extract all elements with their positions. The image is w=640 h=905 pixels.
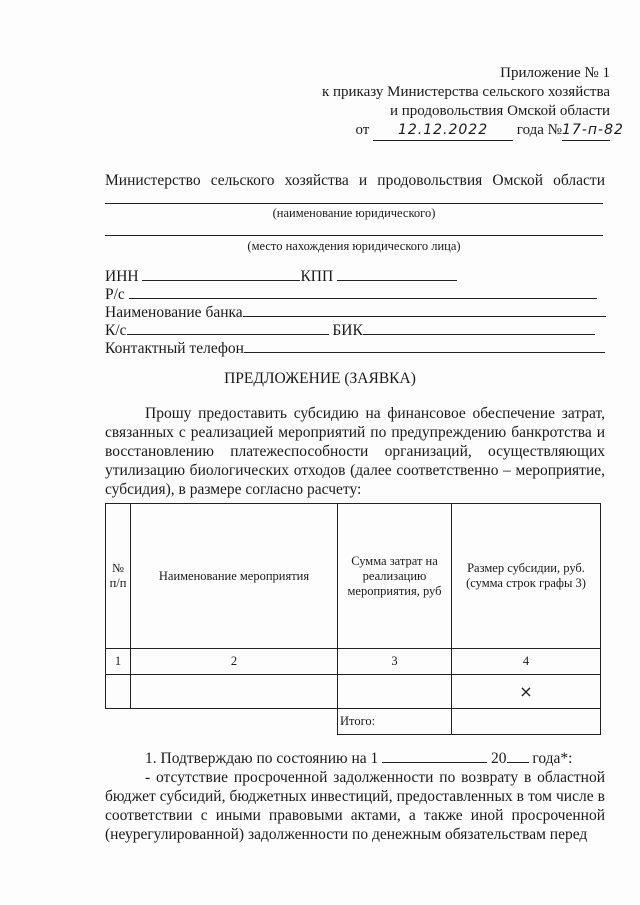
col-number-3: 3 [338,649,452,675]
subsidy-table [105,503,601,735]
total-row [106,709,601,735]
bank-label: Наименование банка [105,304,243,321]
confirmation-section [105,748,605,844]
name-line [105,203,603,204]
request-paragraph [105,404,605,499]
column-number-row [106,649,601,675]
ks-bik-row [105,320,595,340]
handwritten-number: 17-п-82 [562,121,610,141]
phone-row [105,338,605,358]
appendix-header [270,64,624,141]
total-empty-1 [106,709,131,735]
confirm-year: 20 [491,750,507,767]
document-title: ПРЕДЛОЖЕНИЕ (ЗАЯВКА) [224,370,416,387]
from-label: от [355,122,370,138]
confirm-year-field[interactable] [507,748,529,763]
bank-row [105,302,606,322]
phone-label: Контактный телефон [105,340,244,357]
ministry-reference: и продовольствия Омской области [389,103,610,119]
confirm-suffix: года*: [532,750,573,767]
cross-mark: × [519,682,533,701]
col-number-1: 1 [106,649,131,675]
header-num: № п/п [106,504,131,649]
table-header-row [106,504,601,649]
handwritten-date: 12.12.2022 [373,121,513,141]
bik-field[interactable] [363,320,595,335]
header-cost: Сумма затрат на реализацию мероприятия, руб [338,504,452,649]
kpp-label: КПП [300,268,334,285]
col-number-4: 4 [452,649,601,675]
appendix-number: Приложение № 1 [500,65,610,81]
inn-field[interactable] [142,266,300,281]
total-label: Итого: [338,709,452,735]
header-subsidy: Размер субсидии, руб. (сумма строк графы 3) [452,504,601,649]
location-line [105,235,603,236]
confirm-prefix: 1. Подтверждаю по состоянию на 1 [145,750,379,767]
cell-cross [452,675,601,709]
inn-kpp-row [105,266,457,286]
ks-label: К/с [105,322,127,339]
header-measure: Наименование мероприятия [131,504,338,649]
bik-label: БИК [332,322,363,339]
inn-label: ИНН [105,268,139,285]
ministry-name [105,172,605,190]
confirm-bullet: - отсутствие просроченной задолженности по возврату в областной бюджет субсидий, бюджетных инвестиций, предоставленных в том числе в соответствии с иными правовыми актами, а также иной просроченной (неурегулированной) задолженности по денежным обязательствам перед [105,769,605,843]
total-value[interactable] [452,709,601,735]
data-row [106,675,601,709]
rs-label: Р/с [105,286,125,303]
rs-field[interactable] [129,284,597,299]
order-date-line [270,121,624,141]
cell-measure[interactable] [131,675,338,709]
order-reference: к приказу Министерства сельского хозяйства [321,84,610,100]
kpp-field[interactable] [337,266,457,281]
col-number-2: 2 [131,649,338,675]
request-text: Прошу предоставить субсидию на финансовое обеспечение затрат, связанных с реализацией мероприятий по предупреждению банкротства и восстановлению платежеспособности организаций, осуществляющих утилизацию биологических отходов (далее соответственно – мероприятие, субсидия), в размере согласно расчету: [105,405,605,498]
confirm-item-1 [105,748,605,768]
rs-row [105,284,597,304]
location-caption: (место нахождения юридического лица) [247,239,461,253]
ks-field[interactable] [127,320,329,335]
cell-num[interactable] [106,675,131,709]
confirm-date-field[interactable] [382,748,487,763]
phone-field[interactable] [244,338,605,353]
year-number-label: года № [516,122,562,138]
cell-cost[interactable] [338,675,452,709]
bank-field[interactable] [243,302,606,317]
total-empty-2 [131,709,338,735]
ministry-text: Министерство сельского хозяйства и продовольствия Омской области [105,172,605,189]
name-caption: (наименование юридического) [272,206,436,220]
